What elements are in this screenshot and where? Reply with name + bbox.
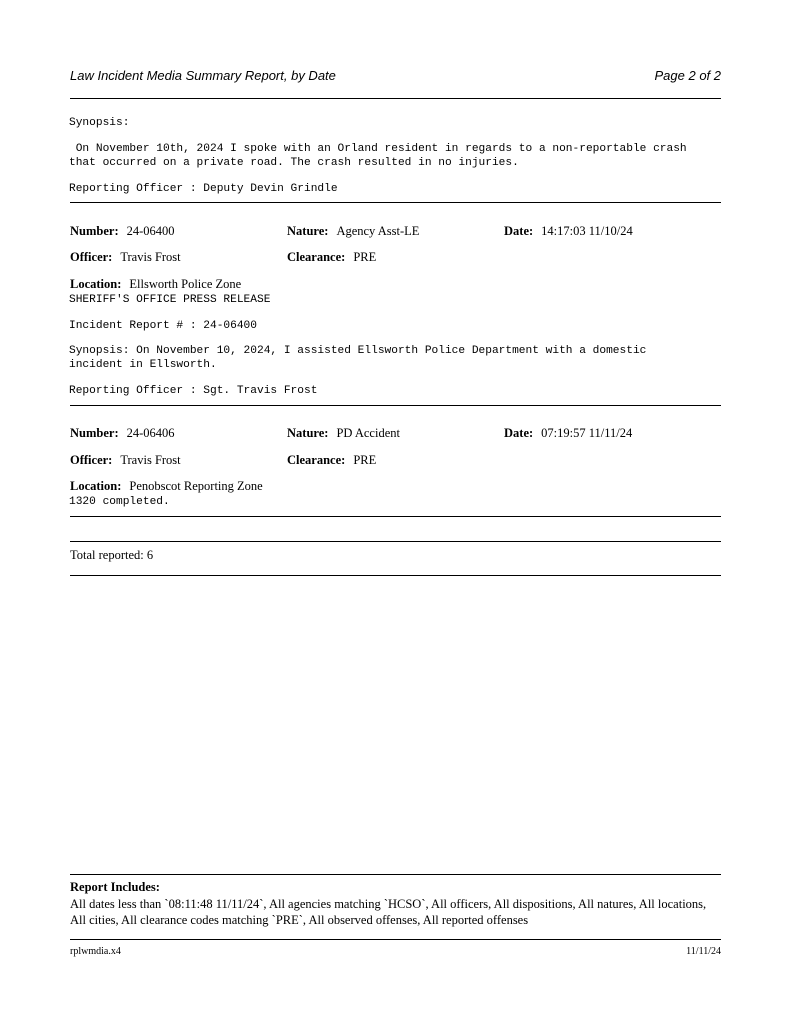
incident-divider	[70, 405, 721, 406]
header-divider	[70, 98, 721, 99]
incident-divider	[70, 202, 721, 203]
synopsis-line: Synopsis: On November 10, 2024, I assisted Ellsworth Police Department with a domestic	[69, 345, 647, 357]
reporting-officer: Reporting Officer : Deputy Devin Grindle	[69, 183, 338, 195]
footer-date: 11/11/24	[686, 946, 721, 957]
incident-number: Number: 24-06406	[70, 426, 175, 440]
reporting-officer: Reporting Officer : Sgt. Travis Frost	[69, 385, 318, 397]
incident-officer: Officer: Travis Frost	[70, 453, 181, 467]
incident-nature: Nature: PD Accident	[287, 426, 400, 440]
incident-number: Number: 24-06400	[70, 224, 175, 238]
page-number: Page 2 of 2	[654, 68, 721, 83]
total-divider-top	[70, 541, 721, 542]
incident-report-number: Incident Report # : 24-06400	[69, 320, 257, 332]
incident-date: Date: 14:17:03 11/10/24	[504, 224, 633, 238]
synopsis-line: On November 10th, 2024 I spoke with an Orland resident in regards to a non-reportable crash	[69, 143, 687, 155]
incident-clearance: Clearance: PRE	[287, 453, 377, 467]
incident-divider	[70, 516, 721, 517]
synopsis-label: Synopsis:	[69, 117, 130, 129]
incident-date: Date: 07:19:57 11/11/24	[504, 426, 633, 440]
incident-location: Location: Ellsworth Police Zone	[70, 277, 242, 291]
incident-nature: Nature: Agency Asst-LE	[287, 224, 420, 238]
synopsis-line: that occurred on a private road. The crash resulted in no injuries.	[69, 157, 519, 169]
footer-divider	[70, 939, 721, 940]
incident-narrative: 1320 completed.	[69, 496, 170, 508]
footer-filename: rplwmdia.x4	[70, 946, 121, 957]
press-release-heading: SHERIFF'S OFFICE PRESS RELEASE	[69, 294, 271, 306]
report-title: Law Incident Media Summary Report, by Date	[70, 68, 336, 83]
incident-clearance: Clearance: PRE	[287, 250, 377, 264]
report-includes-text: All dates less than `08:11:48 11/11/24`, All agencies matching `HCSO`, All officers, All dispositions, All natures, All locations, All cities, All clearance codes matching `PRE`, All observed offenses, All reported offenses	[70, 897, 707, 927]
incident-officer: Officer: Travis Frost	[70, 250, 181, 264]
total-reported: Total reported: 6	[70, 548, 154, 562]
report-includes-divider	[70, 874, 721, 875]
synopsis-line: incident in Ellsworth.	[69, 359, 217, 371]
total-divider-bottom	[70, 575, 721, 576]
report-includes-title: Report Includes:	[70, 880, 160, 894]
incident-location: Location: Penobscot Reporting Zone	[70, 479, 263, 493]
